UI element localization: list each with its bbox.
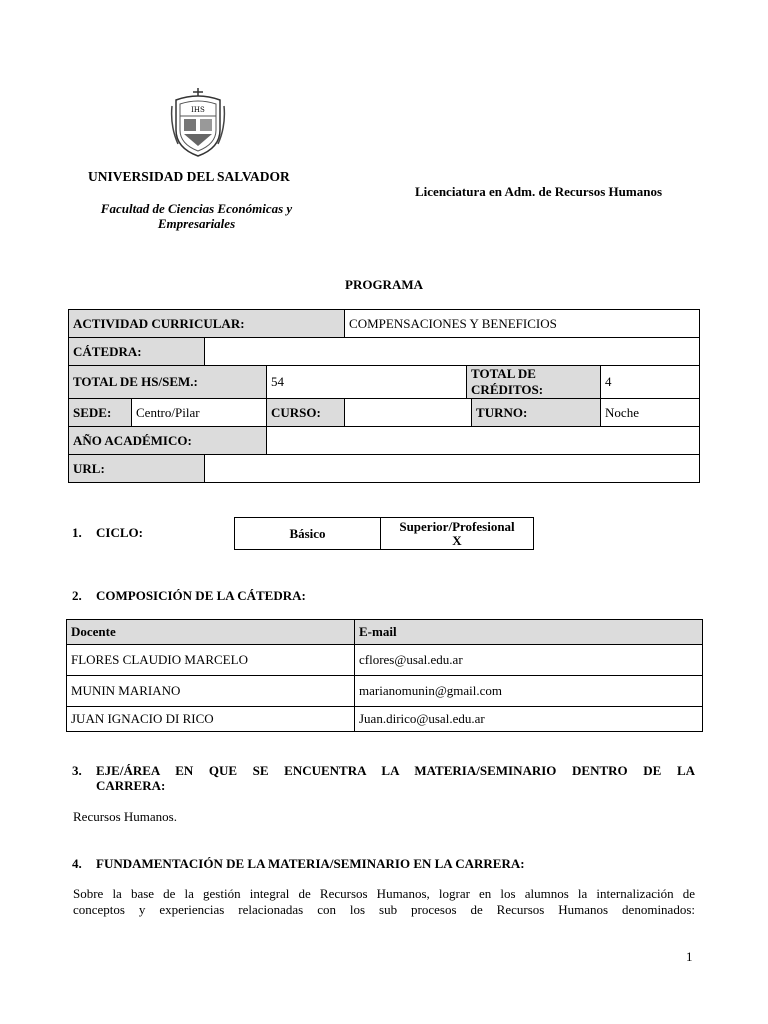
total-hs-value: 54 [267,366,467,399]
turno-value: Noche [601,399,700,427]
section-label: FUNDAMENTACIÓN DE LA MATERIA/SEMINARIO EN LA CARRERA: [96,856,525,871]
table-header-email: E-mail [355,620,703,645]
anio-academico-value [267,427,700,455]
section-number: 1. [72,525,82,540]
total-creditos-label: TOTAL DE CRÉDITOS: [467,366,601,399]
document-title: PROGRAMA [345,277,423,292]
section-eje-heading [72,763,695,793]
section-label: CICLO: [96,525,143,540]
fundamentacion-line-1: Sobre la base de la gestión integral de Recursos Humanos, lograr en los alumnos la internalización de [73,886,695,901]
total-creditos-value: 4 [601,366,700,399]
table-row [67,707,703,732]
actividad-curricular-value: COMPENSACIONES Y BENEFICIOS [345,310,700,338]
faculty-line-1: Facultad de Ciencias Económicas y [100,201,293,216]
section-label-line-1: EJE/ÁREA EN QUE SE ENCUENTRA LA MATERIA/SEMINARIO DENTRO DE LA [96,763,695,778]
eje-body-text: Recursos Humanos. [73,809,177,824]
section-number: 4. [72,856,82,871]
section-number: 3. [72,763,82,778]
url-label: URL: [69,455,205,483]
table-header-docente: Docente [67,620,355,645]
ciclo-basico-cell: Básico [235,518,381,550]
email-cell: cflores@usal.edu.ar [355,645,703,676]
turno-label: TURNO: [472,399,601,427]
sede-value: Centro/Pilar [132,399,267,427]
table-row [67,676,703,707]
ciclo-superior-cell [381,518,534,550]
table-row [67,645,703,676]
catedra-label: CÁTEDRA: [69,338,205,366]
fundamentacion-body-text [73,886,695,918]
docente-cell: JUAN IGNACIO DI RICO [67,707,355,732]
faculty-line-2: Empresariales [157,216,236,231]
email-cell: Juan.dirico@usal.edu.ar [355,707,703,732]
ciclo-superior-mark: X [452,532,462,548]
url-value [205,455,700,483]
catedra-value [205,338,700,366]
faculty-name [80,201,313,231]
curso-value [345,399,472,427]
composicion-table [66,619,703,732]
svg-text:IHS: IHS [191,106,205,114]
docente-cell: MUNIN MARIANO [67,676,355,707]
fundamentacion-line-2: conceptos y experiencias relacionadas con los sub procesos de Recursos Humanos denominados: [73,902,695,917]
ciclo-superior-label: Superior/Profesional [399,518,515,534]
page-number: 1 [686,949,693,964]
curso-label: CURSO: [267,399,345,427]
ciclo-table [234,517,534,550]
docente-cell: FLORES CLAUDIO MARCELO [67,645,355,676]
actividad-curricular-label: ACTIVIDAD CURRICULAR: [69,310,345,338]
university-name: UNIVERSIDAD DEL SALVADOR [88,169,290,184]
section-composicion-heading [72,588,306,604]
section-ciclo-heading [72,525,143,541]
section-label: COMPOSICIÓN DE LA CÁTEDRA: [96,588,306,603]
sede-label: SEDE: [69,399,132,427]
section-number: 2. [72,588,82,603]
career-name: Licenciatura en Adm. de Recursos Humanos [415,184,662,199]
total-hs-label: TOTAL DE HS/SEM.: [69,366,267,399]
section-label-line-2: CARRERA: [96,778,166,793]
university-crest-logo [168,86,228,158]
email-cell: marianomunin@gmail.com [355,676,703,707]
curricular-info-table [68,309,700,483]
section-fundamentacion-heading [72,856,525,872]
anio-academico-label: AÑO ACADÉMICO: [69,427,267,455]
